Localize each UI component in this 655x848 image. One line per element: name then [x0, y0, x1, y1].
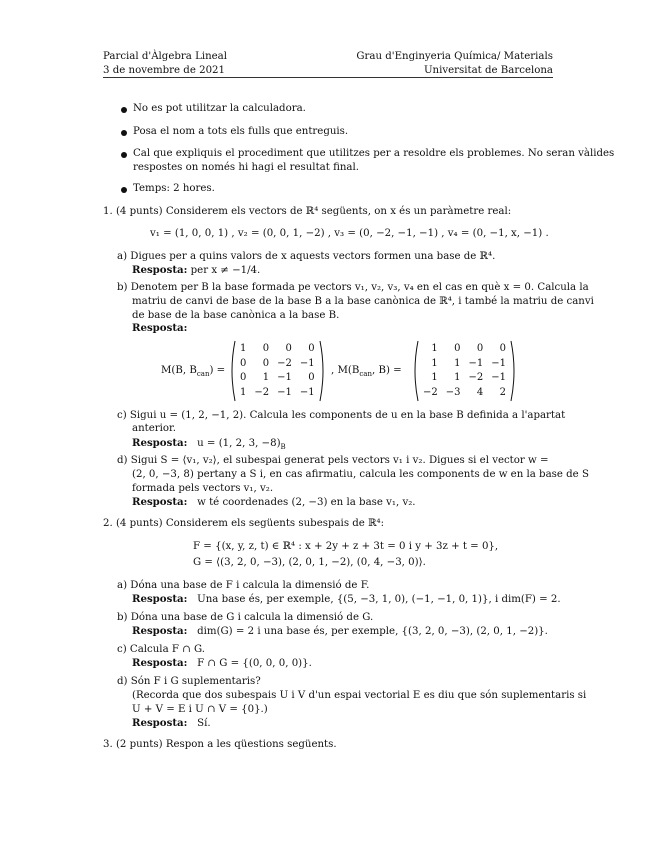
matrix-1	[229, 340, 326, 402]
matrix-cell: 0	[454, 343, 461, 354]
right-paren	[319, 340, 326, 402]
matrix-row	[236, 342, 319, 357]
matrix-cell: 1	[262, 372, 270, 383]
instruction-item: No es pot utilitzar la calculadora.	[133, 103, 306, 114]
matrix-cell: −1	[277, 372, 292, 383]
p1-b-question-l2: matriu de canvi de base de la base B a la base canònica de ℝ⁴, i també la matriu de canvi	[132, 296, 594, 307]
p2-a-answer	[132, 593, 561, 606]
answer-text: dim(G) = 2 i una base és, per exemple, {(3, 2, 0, −3), (2, 0, 1, −2)}.	[197, 626, 548, 637]
answer-text: F ∩ G = {(0, 0, 0, 0)}.	[197, 658, 312, 669]
problem-2-title: 2. (4 punts) Considerem els següents subespais de ℝ⁴:	[103, 518, 385, 529]
matrix-cell: 0	[262, 357, 270, 369]
matrix-2	[412, 340, 517, 402]
bullet-icon	[121, 152, 127, 158]
p1-d-question-l2: (2, 0, −3, 8) pertany a S i, en cas afirmatiu, calcula les components de w en la base de S	[132, 469, 589, 480]
p1-a-answer	[132, 264, 260, 277]
matrix-cell: −1	[299, 386, 315, 398]
instruction-item-cont: respostes on només hi hagi el resultat final.	[133, 162, 359, 173]
bullet-icon	[121, 107, 127, 113]
answer-text: Sí.	[197, 718, 211, 729]
header-rule	[103, 77, 553, 78]
matrix-cell: 1	[454, 372, 461, 383]
answer-label: Resposta:	[132, 437, 188, 449]
matrix-cell: −2	[277, 357, 292, 369]
p1-a-question: a) Digues per a quins valors de x aquests vectors formen una base de ℝ⁴.	[117, 251, 496, 262]
matrix-row	[419, 371, 510, 386]
matrix-row	[236, 386, 319, 401]
p1-d-question-l3: formada pels vectors v₁, v₂.	[132, 483, 274, 494]
matrix-row	[419, 386, 510, 401]
matrix-row	[419, 357, 510, 372]
matrix-cell: 1	[454, 357, 461, 369]
matrix-cell: −1	[491, 357, 506, 369]
matrix-cell: −1	[468, 357, 484, 369]
answer-label: Resposta:	[132, 496, 188, 508]
header-date: 3 de novembre de 2021	[103, 65, 226, 76]
right-paren	[510, 340, 517, 402]
p1-b-answer-label	[132, 322, 187, 335]
answer-text: u = (1, 2, 3, −8)	[197, 438, 281, 449]
matrix-cell: 0	[240, 357, 247, 369]
p2-c-question: c) Calcula F ∩ G.	[117, 644, 205, 655]
matrix-cell: −3	[445, 386, 461, 398]
answer-text: w té coordenades (2, −3) en la base v₁, v₂.	[197, 497, 416, 508]
p2-b-answer	[132, 625, 548, 638]
p1-c-answer: Resposta: u = (1, 2, 3, $-8)_B$	[132, 437, 286, 452]
p1-c-question-l2: anterior.	[132, 423, 177, 434]
matrix-1-table	[236, 342, 319, 400]
matrix-cell: −1	[491, 372, 506, 383]
matrix-cell: 1	[240, 343, 247, 354]
instruction-item: Cal que expliquis el procediment que utilitzes per a resoldre els problemes. No seran vàlides	[133, 148, 615, 159]
answer-label: Resposta:	[132, 625, 188, 637]
matrix-cell: −2	[468, 372, 484, 383]
p2-b-question: b) Dóna una base de G i calcula la dimensió de G.	[117, 612, 374, 623]
p2-d-note-l2: U + V = E i U ∩ V = {0}.)	[132, 704, 268, 715]
p1-c-question-l1: c) Sigui u = (1, 2, −1, 2). Calcula les components de u en la base B definida a l'apartat	[117, 410, 566, 421]
p2-d-question: d) Són F i G suplementaris?	[117, 676, 261, 687]
matrix-row	[236, 357, 319, 372]
p1-d-answer	[132, 496, 416, 509]
matrix-cell: 1	[431, 343, 438, 354]
header-university: Universitat de Barcelona	[423, 65, 553, 76]
matrix-cell: −2	[423, 386, 438, 398]
answer-label: Resposta:	[132, 264, 188, 276]
instruction-item: Posa el nom a tots els fulls que entreguis.	[133, 126, 349, 137]
left-paren	[229, 340, 236, 402]
matrix-cell: −1	[277, 386, 292, 398]
matrix-cell: 4	[476, 386, 484, 398]
answer-text: Una base és, per exemple, {(5, −3, 1, 0), (−1, −1, 0, 1)}, i dim(F) = 2.	[197, 594, 561, 605]
left-paren	[412, 340, 419, 402]
matrix-cell: 1	[431, 372, 438, 383]
matrix-1-label: M(B, $B_{can}$) =	[161, 365, 226, 379]
answer-label: Resposta:	[132, 657, 188, 669]
bullet-icon	[121, 130, 127, 136]
answer-label: Resposta:	[132, 322, 188, 334]
p2-d-answer	[132, 717, 211, 730]
instruction-item: Temps: 2 hores.	[133, 183, 215, 194]
answer-label: Resposta:	[132, 717, 188, 729]
matrix-cell: 0	[240, 372, 247, 383]
p1-b-question-l1: b) Denotem per B la base formada pe vectors v₁, v₂, v₃, v₄ en el cas en què x = 0. Calcula la	[117, 282, 589, 293]
matrix-cell: 0	[308, 372, 315, 383]
problem-1-vectors: v₁ = (1, 0, 0, 1) , v₂ = (0, 0, 1, −2) , v₃ = (0, −2, −1, −1) , v₄ = (0, −1, x, −1) .	[150, 228, 549, 239]
matrix-cell: −1	[299, 357, 315, 369]
matrix-cell: −2	[254, 386, 270, 398]
header-course: Parcial d'Àlgebra Lineal	[103, 51, 228, 62]
subspace-F: F = {(x, y, z, t) ∈ ℝ⁴ : x + 2y + z + 3t = 0 i y + 3z + t = 0},	[193, 541, 499, 552]
subspace-G: G = ⟨(3, 2, 0, −3), (2, 0, 1, −2), (0, 4, −3, 0)⟩.	[193, 557, 426, 568]
answer-text: per x ≠ −1/4.	[190, 265, 261, 276]
p1-b-question-l3: de base de la base canònica a la base B.	[132, 310, 340, 321]
matrix-row	[419, 342, 510, 357]
matrix-2-label: , $M(B_{can}$, B) =	[331, 365, 402, 379]
matrix-cell: 0	[476, 343, 484, 354]
matrix-2-table	[419, 342, 510, 400]
p2-c-answer	[132, 657, 312, 670]
problem-1-title: 1. (4 punts) Considerem els vectors de ℝ⁴ següents, on x és un paràmetre real:	[103, 206, 512, 217]
matrix-cell: 0	[262, 343, 270, 354]
answer-label: Resposta:	[132, 593, 188, 605]
matrix-cell: 1	[431, 357, 438, 369]
p1-d-question-l1: d) Sigui S = ⟨v₁, v₂⟩, el subespai generat pels vectors v₁ i v₂. Digues si el vector w =	[117, 455, 549, 466]
matrix-cell: 1	[240, 386, 247, 398]
header-degree: Grau d'Enginyeria Química/ Materials	[356, 51, 553, 62]
matrix-cell: 0	[308, 343, 315, 354]
problem-3-title: 3. (2 punts) Respon a les qüestions següents.	[103, 739, 337, 750]
matrix-row	[236, 371, 319, 386]
p2-d-note-l1: (Recorda que dos subespais U i V d'un espai vectorial E es diu que són suplementaris si	[132, 690, 587, 701]
matrix-cell: 0	[499, 343, 506, 354]
matrix-cell: 2	[499, 386, 506, 398]
p2-a-question: a) Dóna una base de F i calcula la dimensió de F.	[117, 580, 370, 591]
bullet-icon	[121, 187, 127, 193]
matrix-cell: 0	[285, 343, 292, 354]
